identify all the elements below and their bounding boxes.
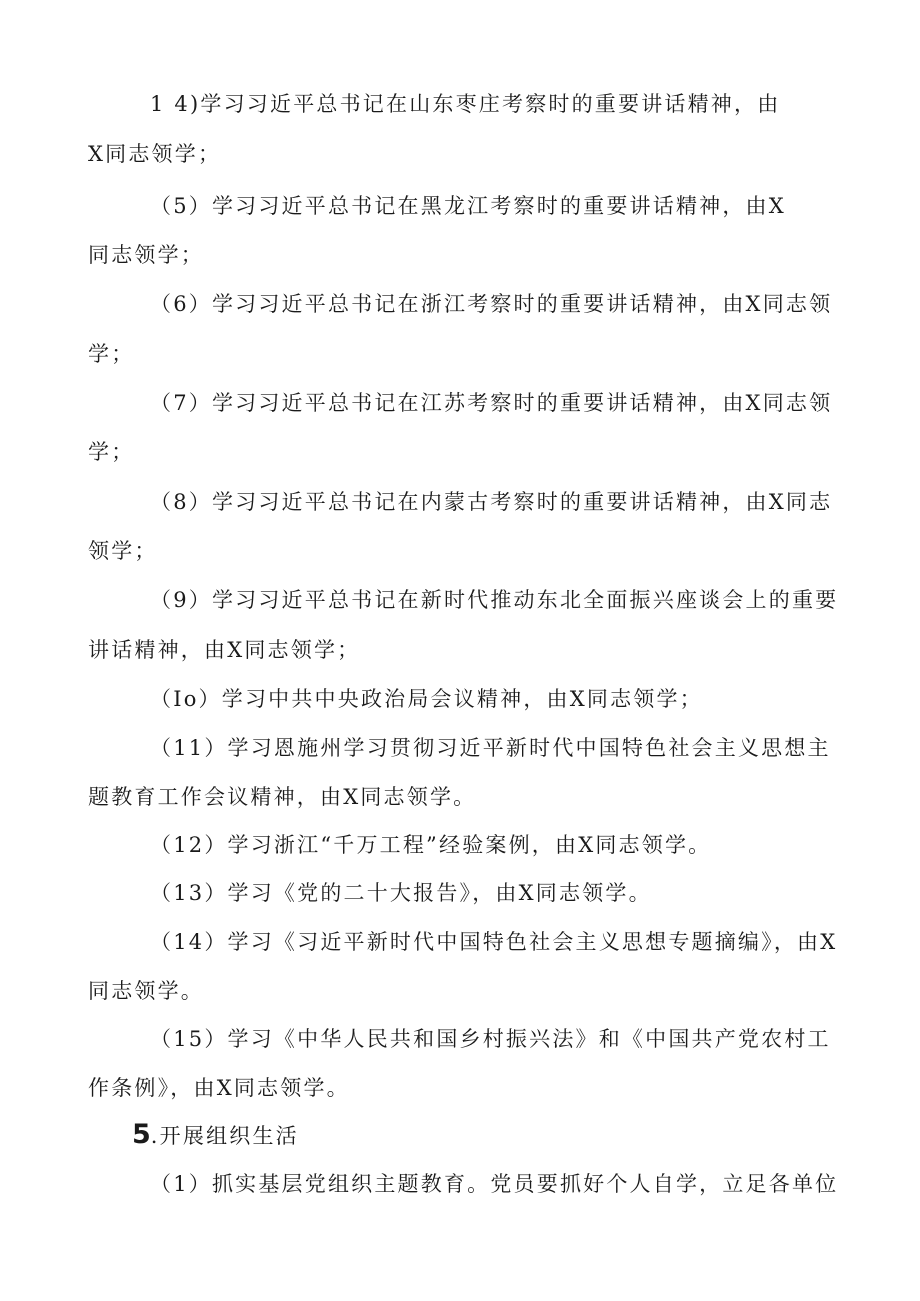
item-4-line-1: 1 4)学习习近平总书记在山东枣庄考察时的重要讲话精神，由 xyxy=(150,92,781,116)
item-4-line-2: X同志领学； xyxy=(88,142,222,166)
item-6-line-1: （6）学习习近平总书记在浙江考察时的重要讲话精神，由X同志领 xyxy=(150,292,833,316)
item-5-line-2: 同志领学； xyxy=(88,243,204,267)
item-14-line-1: （14）学习《习近平新时代中国特色社会主义思想专题摘编》，由X xyxy=(150,930,838,954)
item-14-line-2: 同志领学。 xyxy=(88,979,204,1003)
item-5-line-1: （5）学习习近平总书记在黑龙江考察时的重要讲话精神，由X xyxy=(150,194,786,218)
item-9-line-2: 讲话精神，由X同志领学； xyxy=(88,638,361,662)
item-11-line-2: 题教育工作会议精神，由X同志领学。 xyxy=(88,785,477,809)
section-heading-number: 5 xyxy=(132,1119,151,1150)
item-15-line-2: 作条例》，由X同志领学。 xyxy=(88,1076,350,1100)
item-10-line-1: （Io）学习中共中央政治局会议精神，由X同志领学； xyxy=(150,687,703,711)
paragraph-1-line-1: （1）抓实基层党组织主题教育。党员要抓好个人自学，立足各单位 xyxy=(150,1172,839,1196)
item-7-line-2: 学； xyxy=(88,440,135,464)
item-8-line-2: 领学； xyxy=(88,539,158,563)
item-11-line-1: （11）学习恩施州学习贯彻习近平新时代中国特色社会主义思想主 xyxy=(150,736,831,760)
item-15-line-1: （15）学习《中华人民共和国乡村振兴法》和《中国共产党农村工 xyxy=(150,1027,831,1051)
item-13-line-1: （13）学习《党的二十大报告》，由X同志领学。 xyxy=(150,881,652,905)
item-12-line-1: （12）学习浙江“千万工程”经验案例，由X同志领学。 xyxy=(150,833,712,857)
section-heading xyxy=(132,1121,299,1150)
item-7-line-1: （7）学习习近平总书记在江苏考察时的重要讲话精神，由X同志领 xyxy=(150,391,833,415)
section-heading-text: .开展组织生活 xyxy=(150,1124,299,1148)
item-6-line-2: 学； xyxy=(88,342,135,366)
item-8-line-1: （8）学习习近平总书记在内蒙古考察时的重要讲话精神，由X同志 xyxy=(150,490,833,514)
item-9-line-1: （9）学习习近平总书记在新时代推动东北全面振兴座谈会上的重要 xyxy=(150,588,839,612)
